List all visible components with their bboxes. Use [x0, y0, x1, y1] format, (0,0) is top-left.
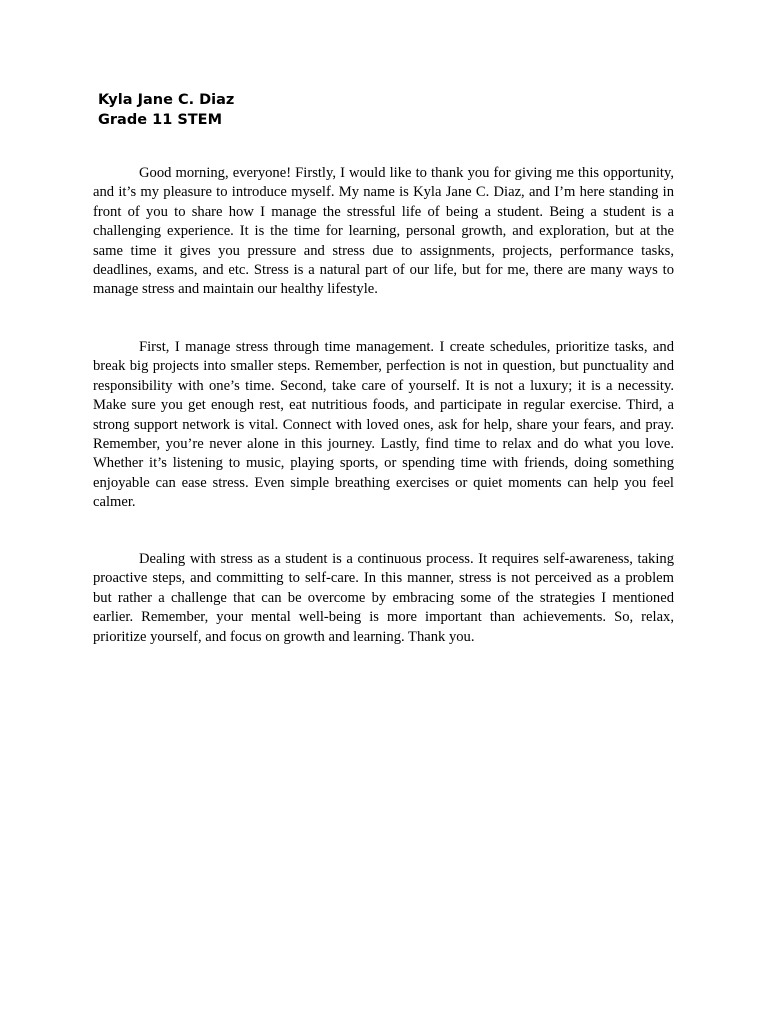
- author-header: [98, 90, 234, 130]
- paragraph-strategies: First, I manage stress through time management. I create schedules, prioritize tasks, and break big projects into smaller steps. Remember, perfection is not in question, but punctuality and responsibility with one’s time. Second, take care of yourself. It is not a luxury; it is a necessity. Make sure you get enough rest, eat nutritious foods, and participate in regular exercise. Third, a strong support network is vital. Connect with loved ones, ask for help, share your fears, and pray. Remember, you’re never alone in this journey. Lastly, find time to relax and do what you love. Whether it’s listening to music, playing sports, or spending time with friends, doing something enjoyable can ease stress. Even simple breathing exercises or quiet moments can help you feel calmer.: [93, 339, 674, 511]
- author-grade: Grade 11 STEM: [98, 112, 222, 128]
- author-name: Kyla Jane C. Diaz: [98, 92, 235, 108]
- paragraph-conclusion: Dealing with stress as a student is a continuous process. It requires self-awareness, taking proactive steps, and committing to self-care. In this manner, stress is not perceived as a problem but rather a challenge that can be overcome by embracing some of the strategies I mentioned earlier. Remember, your mental well-being is more important than achievements. So, relax, prioritize yourself, and focus on growth and learning. Thank you.: [93, 551, 674, 645]
- paragraph-introduction: Good morning, everyone! Firstly, I would like to thank you for giving me this opportunity, and it’s my pleasure to introduce myself. My name is Kyla Jane C. Diaz, and I’m here standing in front of you to share how I manage the stressful life of being a student. Being a student is a challenging experience. It is the time for learning, personal growth, and exploration, but at the same time it gives you pressure and stress due to assignments, projects, performance tasks, deadlines, exams, and etc. Stress is a natural part of our life, but for me, there are many ways to manage stress and maintain our healthy lifestyle.: [93, 165, 674, 298]
